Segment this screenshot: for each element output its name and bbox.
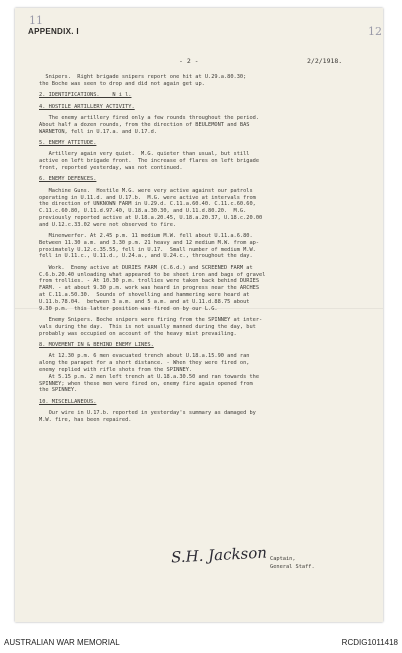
machine-guns-paragraph: Machine Guns. Hostile M.G. were very active against our patrols operating in U.11.d. and U.17.b. M.G. were active at intervals from the direction of UNKNOWN FARM in U.29.d. C.11.a.60.40. C.11.c.60.60, C.11.c.60.80, U.11.d.97.40, U.18.a.30.30, and U.11.d.80.20. M.G. previously reported active at U.18.a.20.45, U.18.a.20.37, U.18.c.20.00 and U.12.c.33.02 were not observed to fire. bbox=[39, 187, 263, 228]
miscellaneous-paragraph: Our wire in U.17.b. reported in yesterday's summary as damaged by M.W. fire, has been repaired. bbox=[39, 410, 256, 423]
footer-archive-name: AUSTRALIAN WAR MEMORIAL bbox=[4, 638, 120, 647]
movement-paragraph: At 12.30 p.m. 6 men evacuated trench about U.18.a.15.90 and ran along the parapet for a short distance. - When they were fired on, enemy replied with rifle shots from the SPINNEY. At 5.15 p.m. 2 men left trench at U.18.a.30.50 and ran towards the SPINNEY; when these men were fired on, enemy fire again opened from the SPINNEY. bbox=[39, 353, 260, 394]
section-enemy-defences: 6. ENEMY DEFENCES. bbox=[39, 176, 97, 183]
pencil-page-number-left: 11 bbox=[29, 14, 43, 27]
appendix-heading: APPENDIX. I bbox=[28, 27, 79, 36]
handwritten-signature: S.H. Jackson bbox=[170, 543, 268, 567]
enemy-snipers-paragraph: Enemy Snipers. Boche snipers were firing from the SPINNEY at inter- vals during the day. This is not usually manned during the day, but probably was occupied on account of the heavy mist prevailing. bbox=[39, 317, 263, 337]
section-miscellaneous: 10. MISCELLANEOUS. bbox=[39, 398, 97, 405]
footer-record-id: RCDIG1011418 bbox=[341, 638, 398, 647]
section-hostile-artillery: 4. HOSTILE ARTILLERY ACTIVITY. bbox=[39, 103, 135, 110]
minenwerfer-paragraph: Minenwerfer. At 2.45 p.m. 11 medium M.W. fell about U.11.a.6.80. Between 11.30 a.m. and 3.30 p.m. 21 heavy and 12 medium M.W. from ap- proximately U.12.c.35.55, fell in U.17. Small number of medium M.W. fell in U.11.c., U.11.d., U.24.a., and U.24.c., throughout the day. bbox=[39, 233, 260, 260]
document-page bbox=[15, 8, 383, 622]
signer-title: Captain, General Staff. bbox=[270, 556, 315, 570]
snipers-paragraph: Snipers. Right brigade snipers report one hit at U.29.a.80.30; the Boche was seen to drop and did not again get up. bbox=[39, 74, 247, 87]
pencil-page-number-right: 12 bbox=[368, 25, 382, 38]
document-date: 2/2/1918. bbox=[307, 57, 343, 65]
section-enemy-attitude: 5. ENEMY ATTITUDE. bbox=[39, 139, 97, 146]
artillery-paragraph: The enemy artillery fired only a few rounds throughout the period. About half a dozen rounds, from the direction of BEULEMONT and BAS WARNETON, fell in U.17.a. and U.17.d. bbox=[39, 114, 260, 135]
document-body bbox=[39, 74, 369, 428]
work-paragraph: Work. Enemy active at DURIES FARM (C.6.d.) and SCREENED FARM at C.6.b.20.40 unloading what appeared to be sheet iron and bags of gravel from trollies. - At 10.30 p.m. trollies were taken back behind DURIES FARM. - at about 9.30 p.m. work was heard in progress near the ARCHES at C.11.a.50.30. Sounds of shovelling and hammering were heard at U.11.b.78.04. between 3 a.m. and 5 a.m. and at U.11.d.88.75 about 9.30 p.m. this latter position was fired on by our L.G. bbox=[39, 264, 266, 312]
section-identifications: 2. IDENTIFICATIONS. N i l. bbox=[39, 92, 132, 99]
attitude-paragraph: Artillery again very quiet. M.G. quieter than usual, but still active on left brigade front. The increase of flares on left brigade front, reported yesterday, was not continued. bbox=[39, 151, 260, 171]
page-number: - 2 - bbox=[179, 57, 199, 65]
section-movement: 8. MOVEMENT IN & BEHIND ENEMY LINES. bbox=[39, 342, 154, 349]
